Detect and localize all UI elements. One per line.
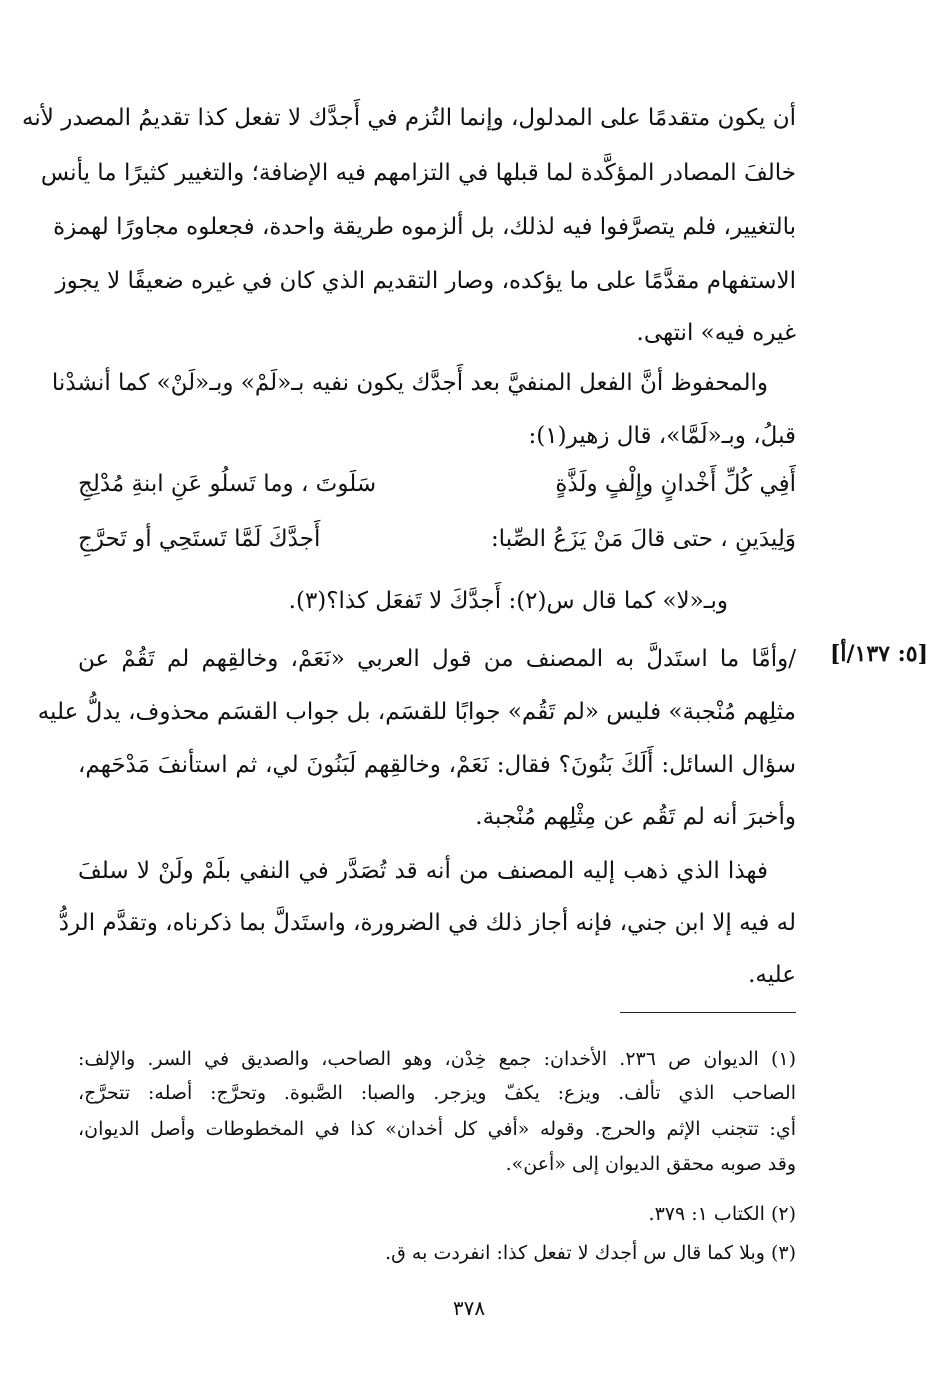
body-line: /وأمَّا ما استَدلَّ به المصنف من قول العربي «نَعَمْ، وخالقِهم لم تَقُمْ عن [78, 646, 796, 672]
body-line: له فيه إلا ابن جني، فإنه أجاز ذلك في الضرورة، واستَدلَّ بما ذكرناه، وتقدَّم الردُّ [58, 910, 796, 936]
footnote-line: أي: تتجنب الإثم والحرج. وقوله «أفي كل أخدان» كذا في المخطوطات وأصل الديوان، [78, 1118, 796, 1140]
body-line: والمحفوظ أنَّ الفعل المنفيَّ بعد أَجدَّك يكون نفيه بـ«لَمْ» وبـ«لَنْ» كما أنشدْنا [51, 370, 768, 396]
verse-hemistich-left: سَلَوتَ ، وما تَسلُو عَنِ ابنةِ مُدْلِجِ [78, 471, 377, 497]
body-line: فهذا الذي ذهب إليه المصنف من أنه قد تُصَدَّر في النفي بلَمْ ولَنْ لا سلفَ [78, 858, 768, 884]
body-line: بالتغيير، فلم يتصرَّفوا فيه لذلك، بل ألزموه طريقة واحدة، فجعلوه مجاورًا لهمزة [53, 214, 796, 240]
footnote-line: (٢) الكتاب ١: ٣٧٩. [648, 1203, 796, 1225]
footnote-line: (١) الديوان ص ٢٣٦. الأخدان: جمع خِدْن، وهو الصاحب، والصديق في السر. والإلف: [78, 1048, 796, 1070]
body-line: مثلِهم مُنْجبة» فليس «لم تَقُم» جوابًا للقسَم، بل جواب القسَم محذوف، يدلُّ عليه [37, 699, 796, 725]
page-number: ٣٧٨ [452, 1296, 486, 1320]
verse-hemistich-left: أَجدَّكَ لَمَّا تَستَحِي أو تَحرَّجِ [78, 526, 321, 552]
body-line: عليه. [748, 962, 796, 988]
body-line: سؤال السائل: أَلَكَ بَنُونَ؟ فقال: نَعَمْ، وخالقِهم لَبَنُونَ لي، ثم استأنفَ مَدْحَهم، [78, 752, 796, 778]
footnote-line: (٣) وبلا كما قال س أجدك لا تفعل كذا: انفردت به ق. [385, 1242, 796, 1264]
body-line: قبلُ، وبـ«لَمَّا»، قال زهير(١): [528, 423, 796, 449]
footnote-separator [620, 1012, 796, 1013]
manuscript-reference: [٥: ١٣٧/أ] [829, 641, 928, 667]
verse-hemistich-right: وَلِيدَينِ ، حتى قالَ مَنْ يَزَعُ الصِّبا: [490, 526, 796, 552]
body-line: أن يكون متقدمًا على المدلول، وإنما التُزم في أَجدَّك لا تفعل كذا تقديمُ المصدر لأنه [22, 105, 796, 131]
body-line: خالفَ المصادر المؤكَّدة لما قبلها في التزامهم فيه الإضافة؛ والتغيير كثيرًا ما يأنس [40, 160, 796, 186]
footnote-line: وقد صوبه محقق الديوان إلى «أعن». [505, 1153, 796, 1175]
body-line: وبـ«لا» كما قال س(٢): أَجدَّكَ لا تَفعَل كذا؟(٣). [288, 588, 728, 614]
footnote-line: الصاحب الذي تألف. ويزع: يكفّ ويزجر. والصبا: الصَّبوة. وتحرَّج: أصله: تتحرَّج، [78, 1082, 796, 1104]
verse-hemistich-right: أَفِي كُلِّ أَخْدانٍ وإِلْفٍ ولَذَّةٍ [555, 471, 796, 497]
body-line: غيره فيه» انتهى. [636, 320, 796, 346]
body-line: الاستفهام مقدَّمًا على ما يؤكده، وصار التقديم الذي كان في غيره ضعيفًا لا يجوز [55, 268, 796, 294]
body-line: وأخبرَ أنه لم تَقُم عن مِثْلِهم مُنْجبة. [475, 804, 796, 830]
